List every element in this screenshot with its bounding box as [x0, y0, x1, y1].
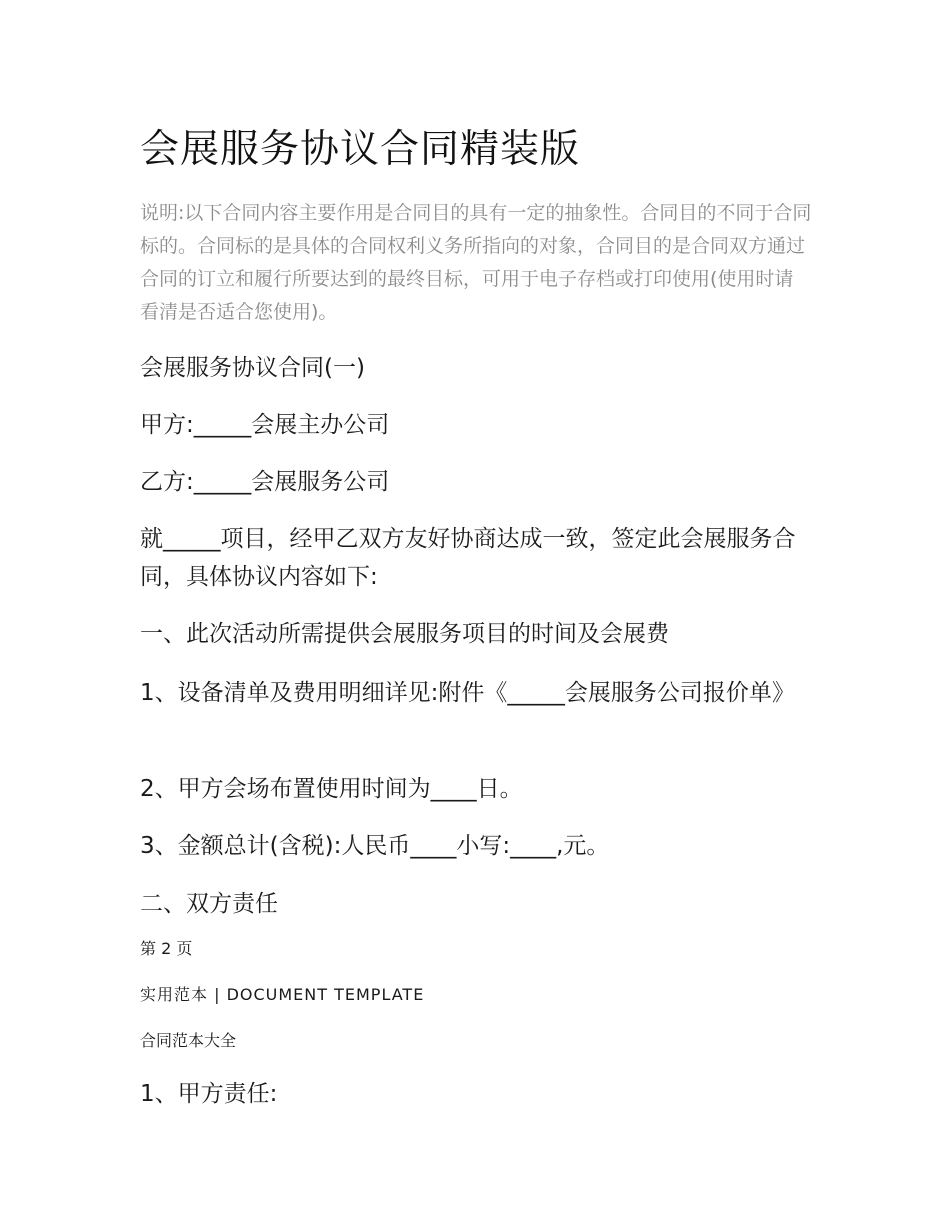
clause-1-1: 1、设备清单及费用明细详见:附件《_____会展服务公司报价单》 [140, 680, 795, 706]
section-2-heading: 二、双方责任 [140, 891, 278, 917]
clause-2-1: 1、甲方责任: [140, 1081, 278, 1107]
page-number: 第 2 页 [140, 939, 193, 958]
party-a-line: 甲方:_____会展主办公司 [140, 412, 390, 438]
intro-note: 说明:以下合同内容主要作用是合同目的具有一定的抽象性。合同目的不同于合同标的。合同标的是具体的合同权利义务所指向的对象，合同目的是合同双方通过合同的订立和履行所要达到的最终目标，可用于电子存档或打印使用(使用时请看清是否适合您使用)。 [140, 202, 812, 323]
document-title: 会展服务协议合同精装版 [140, 127, 581, 172]
party-b-line: 乙方:_____会展服务公司 [140, 469, 390, 495]
clause-1-2: 2、甲方会场布置使用时间为____日。 [140, 776, 523, 802]
footer-brand: 实用范本 | DOCUMENT TEMPLATE [140, 985, 425, 1004]
footer-category: 合同范本大全 [140, 1031, 237, 1050]
section-1-heading: 一、此次活动所需提供会展服务项目的时间及会展费 [140, 621, 669, 647]
preamble-paragraph: 就_____项目，经甲乙双方友好协商达成一致，签定此会展服务合同，具体协议内容如下: [140, 526, 796, 590]
contract-heading: 会展服务协议合同(一) [140, 355, 365, 381]
clause-1-3: 3、金额总计(含税):人民币____小写:____,元。 [140, 833, 610, 859]
